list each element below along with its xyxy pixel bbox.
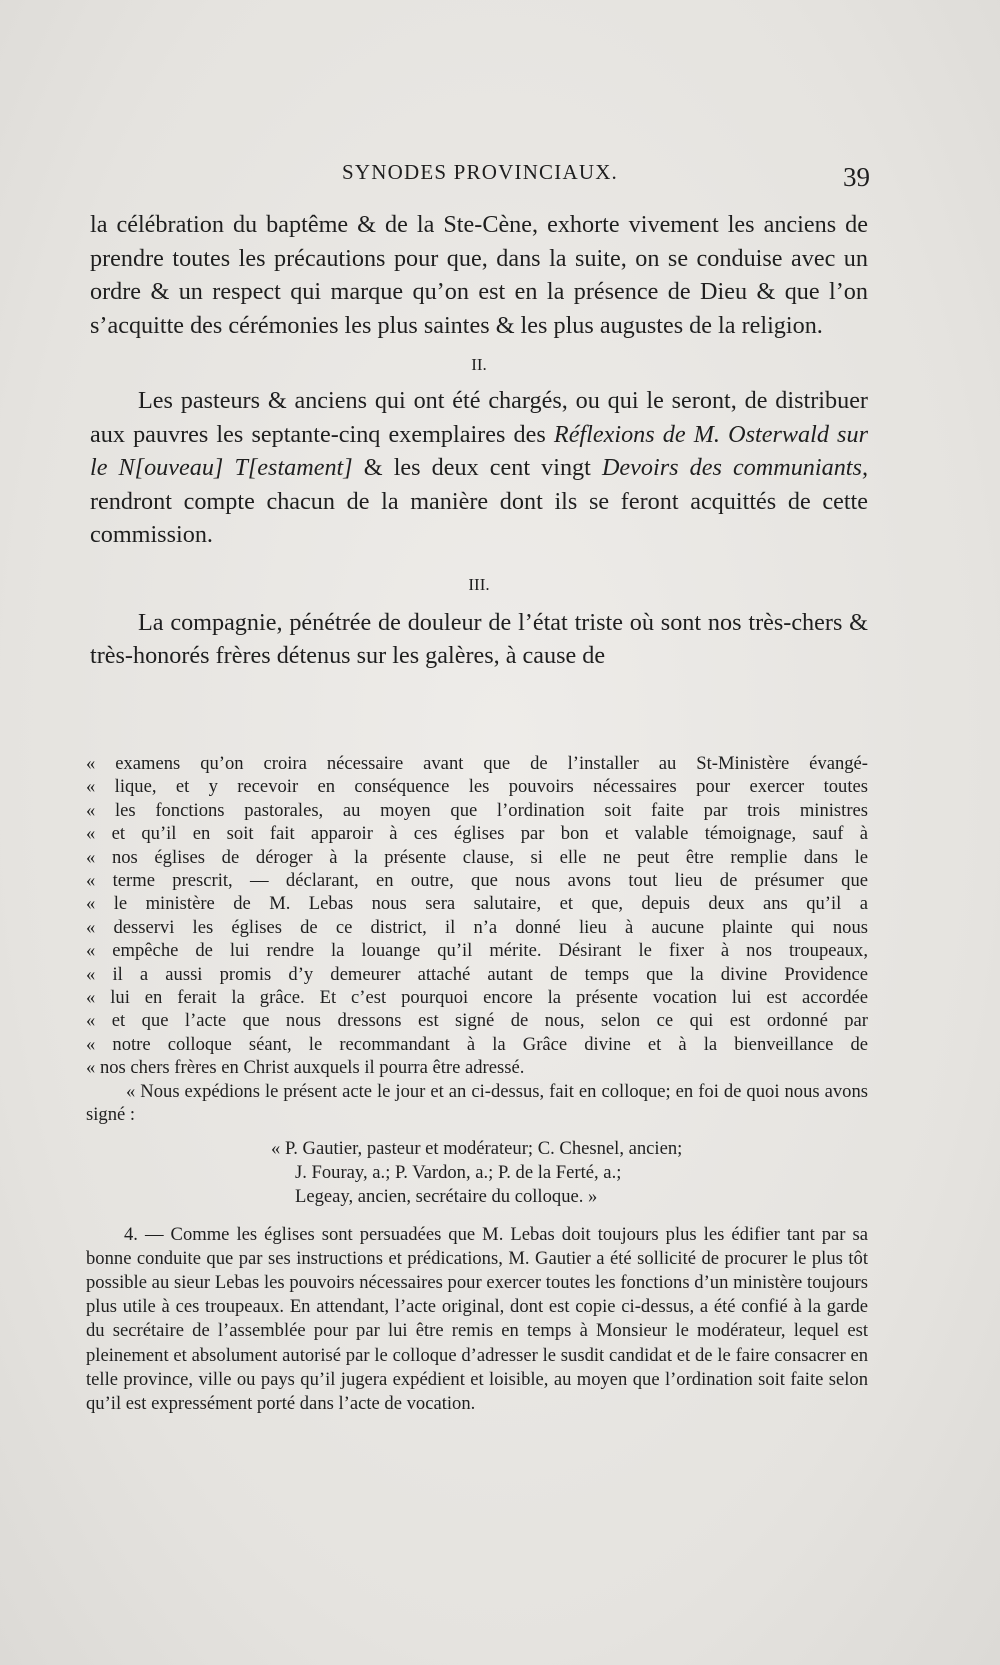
paragraph-2-part-a: Les pasteurs & anciens qui ont été chargés, ou qui le seront, de distribuer aux pauvres les septante-cinq exemplaires des [90, 387, 868, 448]
quoted-line: « lique, et y recevoir en conséquence les pouvoirs nécessaires pour exercer toutes [86, 775, 868, 798]
signature-line-3: Legeay, ancien, secrétaire du colloque. » [295, 1185, 598, 1207]
footnote-block [86, 752, 868, 1435]
running-title: SYNODES PROVINCIAUX. [341, 160, 619, 184]
paragraph-2 [90, 384, 868, 552]
quoted-line: « nos chers frères en Christ auxquels il pourra être adressé. [86, 1056, 868, 1079]
page-number: 39 [843, 162, 870, 192]
quoted-line: « examens qu’on croira nécessaire avant que de l’installer au St-Ministère évangé- [86, 752, 868, 775]
book-title-devoirs: Devoirs des communiants, [601, 454, 868, 481]
quoted-line: « terme prescrit, — déclarant, en outre, que nous avons tout lieu de présumer que [86, 869, 868, 892]
paragraph-3: La compagnie, pénétrée de douleur de l’état triste où sont nos très-chers & très-honorés frères détenus sur les galères, à cause de [90, 608, 868, 669]
paragraph-1: la célébration du baptême & de la Ste-Cène, exhorte vivement les anciens de prendre toutes les précautions pour que, dans la suite, on se conduise avec un ordre & un respect qui marque qu’on est en la présence de Dieu & que l’on s’acquitte des cérémonies les plus saintes & les plus augustes de la religion. [90, 211, 868, 339]
item-4-paragraph: 4. — Comme les églises sont persuadées que M. Lebas doit toujours plus les édifier tant par sa bonne conduite que par ses instructions et prédications, M. Gautier a été sollicité de procurer le plus tôt possible au sieur Lebas les pouvoirs nécessaires pour exercer toutes les fonctions d’un ministère toujours plus utile à ces troupeaux. En attendant, l’acte original, dont est copie ci-dessus, a été confié à la garde du secrétaire de l’assemblée pour par lui être remis en temps à Monsieur le modérateur, lequel est pleinement et absolument autorisé par le colloque d’adresser le susdit candidat et de le faire consacrer en telle province, ville ou pays qu’il jugera expédient et loisible, au moyen que l’ordination soit faite selon qu’il est expressément porté dans l’acte de vocation. [86, 1223, 868, 1414]
quoted-line: « empêche de lui rendre la louange qu’il mérite. Désirant le fixer à nos troupeaux, [86, 939, 868, 962]
running-head [90, 160, 870, 190]
quoted-line: « lui en ferait la grâce. Et c’est pourquoi encore la présente vocation lui est accordée [86, 986, 868, 1009]
quoted-line: « et que l’acte que nous dressons est signé de nous, selon ce qui est ordonné par [86, 1009, 868, 1032]
quoted-line: « et qu’il en soit fait apparoir à ces églises par bon et valable témoignage, sauf à [86, 822, 868, 845]
main-text [90, 208, 868, 673]
paragraph-2-part-e: rendront compte chacun de la manière dont ils se feront acquittés de cette commission. [90, 487, 868, 548]
article-numeral-2: II. [471, 355, 487, 374]
signature-block [271, 1137, 868, 1209]
quoted-line: « desservi les églises de ce district, il n’a donné lieu à aucune plainte qui nous [86, 916, 868, 939]
closing-formula: « Nous expédions le présent acte le jour et an ci-dessus, fait en colloque; en foi de quoi nous avons signé : [86, 1080, 868, 1126]
quoted-line: « nos églises de déroger à la présente clause, si elle ne peut être remplie dans le [86, 846, 868, 869]
quoted-line: « notre colloque séant, le recommandant à la Grâce divine et à la bienveillance de [86, 1033, 868, 1056]
signature-line-1: « P. Gautier, pasteur et modérateur; C. Chesnel, ancien; [271, 1137, 683, 1159]
quoted-line: « le ministère de M. Lebas nous sera salutaire, et que, depuis deux ans qu’il a [86, 892, 868, 915]
signature-line-2: J. Fouray, a.; P. Vardon, a.; P. de la Ferté, a.; [295, 1161, 622, 1183]
quoted-line: « les fonctions pastorales, au moyen que l’ordination soit faite par trois ministres [86, 799, 868, 822]
article-numeral-3: III. [468, 574, 490, 594]
book-title-reflexions: Réflexions de M. Osterwald sur le N[ouveau] T[estament] [90, 420, 868, 481]
quoted-line: « il a aussi promis d’y demeurer attaché autant de temps que la divine Providence [86, 963, 868, 986]
paragraph-2-part-c: & les deux cent vingt [352, 454, 602, 481]
